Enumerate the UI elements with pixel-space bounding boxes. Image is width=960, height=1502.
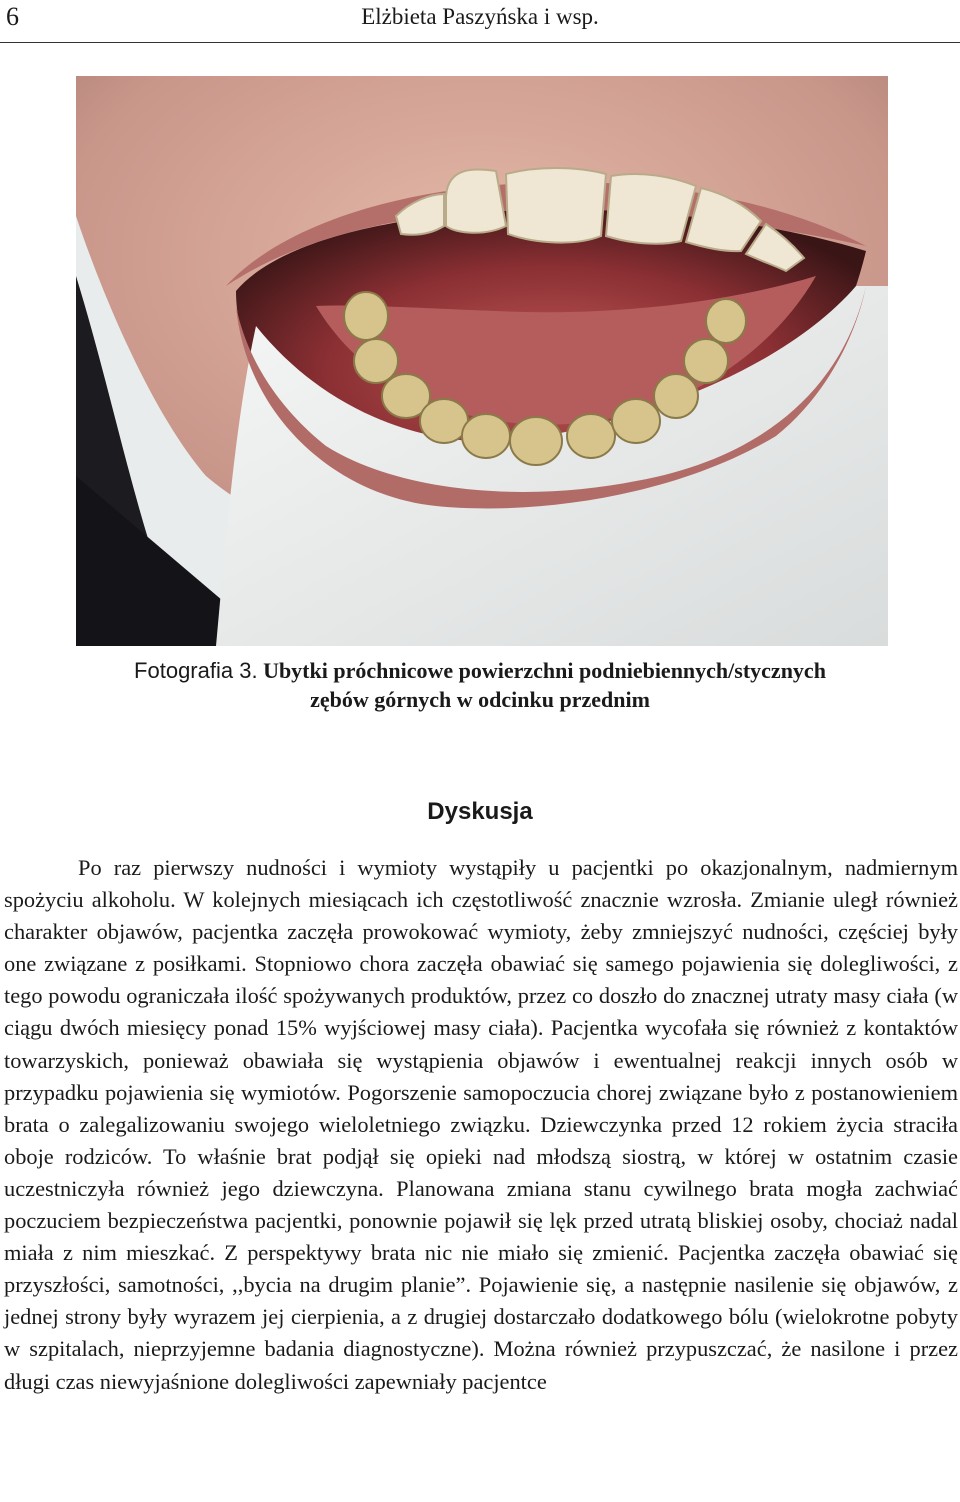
paragraph: Po raz pierwszy nudności i wymioty wystąpiły u pacjentki po okazjonalnym, nadmiernym spożyciu alkoholu. W kolejnych miesiącach ich częstotliwość znacznie wzrosła. Zmianie uległ również charakter objawów, pacjentka zaczęła prowokować wymioty, żeby zmniejszyć nudności, częściej były one związane z posiłkami. Stopniowo chora zaczęła obawiać się samego pojawienia się dolegliwości, z tego powodu ograniczała ilość spożywanych produktów, przez co doszło do znacznej utraty masy ciała (w ciągu dwóch miesięcy ponad 15% wyjściowej masy ciała). Pacjentka wycofała się również z kontaktów towarzyskich, ponieważ obawiała się wystąpienia objawów i ewentualnej reakcji innych osób w przypadku pojawienia się wymiotów. Pogorszenie samopoczucia chorej związane było z postanowieniem brata o zalegalizowaniu swojego wieloletniego związku. Dziewczynka przed 12 rokiem życia straciła oboje rodziców. To właśnie brat podjął się opieki nad młodszą siostrą, w której w ostatnim czasie uczestniczyła również jego dziewczyna. Planowana zmiana stanu cywilnego brata mogła zachwiać poczuciem bezpieczeństwa pacjentki, ponownie pojawił się lęk przed utratą bliskiej osoby, chociaż nadal miała z nim mieszkać. Z perspektywy brata nic nie miało się zmienić. Pacjentka zaczęła obawiać się przyszłości, samotności, ,,bycia na drugim planie”. Pojawienie się, a następnie nasilenie się objawów, z jednej strony były wyrazem jej cierpienia, a z drugiej dostarczało dodatkowego bólu (wielokrotne pobyty w szpitalach, nieprzyjemne badania diagnostyczne). Można również przypuszczać, że nasilone i przez długi czas niewyjaśnione dolegliwości zapewniały pacjentce [4, 855, 958, 1394]
figure-title-line2: zębów górnych w odcinku przednim [310, 687, 650, 712]
header-rule [0, 42, 960, 43]
page-number: 6 [6, 2, 19, 31]
body-text [4, 852, 958, 1398]
running-head: Elżbieta Paszyńska i wsp. [361, 4, 599, 29]
figure-photo [76, 76, 888, 646]
figure-label: Fotografia 3. [134, 658, 258, 683]
section-heading: Dyskusja [427, 798, 533, 825]
open-mouth-photo [76, 76, 888, 646]
figure-title-line1: Ubytki próchnicowe powierzchni podniebiennych/stycznych [263, 658, 826, 683]
figure-caption [80, 656, 880, 714]
